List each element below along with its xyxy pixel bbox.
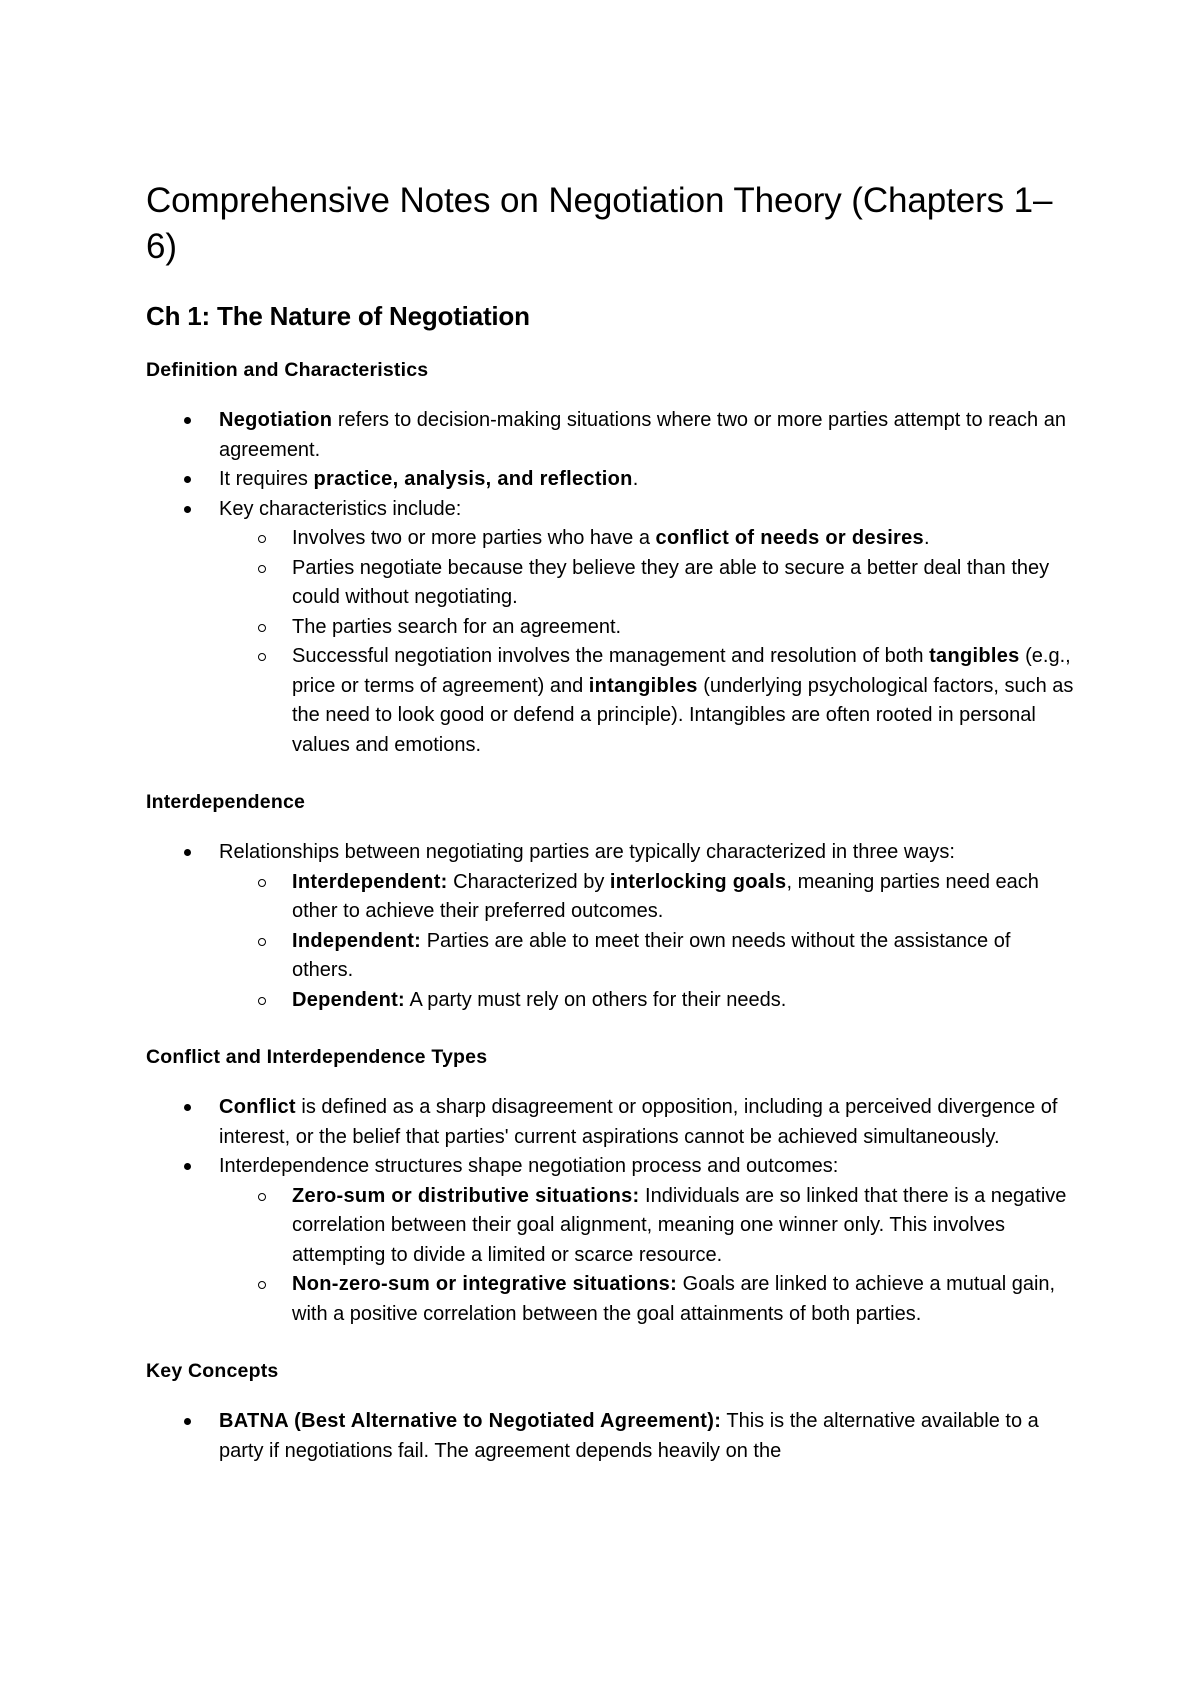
sub-bullet-item: Parties negotiate because they believe they are able to secure a better deal than they could without negotiating. <box>146 554 1076 613</box>
document-content <box>146 178 1076 1496</box>
bold-term: interlocking goals <box>609 870 787 893</box>
bold-term: intangibles <box>588 674 698 697</box>
section-heading: Conflict and Interdependence Types <box>146 1046 488 1068</box>
sub-bullet-list <box>219 1182 1076 1330</box>
sections-container <box>146 358 1076 1466</box>
bold-term: BATNA (Best Alternative to Negotiated Agreement): <box>219 1410 722 1432</box>
sub-bullet-item: Successful negotiation involves the management and resolution of both tangibles (e.g., price or terms of agreement) and intangibles (underlying psychological factors, such as the need to look good or defend a principle). Intangibles are often rooted in personal values and emotions. <box>146 642 1076 760</box>
bullet-list <box>146 1407 1076 1466</box>
bold-term: Zero-sum or distributive situations: <box>292 1184 640 1207</box>
sub-bullet-item: Involves two or more parties who have a conflict of needs or desires. <box>146 524 1076 554</box>
bold-term: Negotiation <box>219 409 333 431</box>
bold-term: Interdependent: <box>292 870 448 893</box>
section-heading: Definition and Characteristics <box>146 359 429 381</box>
section-heading: Key Concepts <box>146 1360 279 1382</box>
bold-term: conflict of needs or desires <box>655 527 924 549</box>
sub-bullet-item: Zero-sum or distributive situations: Individuals are so linked that there is a negative correlation between their goal alignment, meaning one winner only. This involves attempting to divide a limited or scarce resource. <box>146 1182 1076 1271</box>
bold-term: practice, analysis, and reflection <box>313 468 633 490</box>
bold-term: Dependent: <box>292 988 405 1011</box>
bullet-item: Interdependence structures shape negotiation process and outcomes: Zero-sum or distributive situations: Individuals are so linked that there is a negative correlation between their goal alignment, meaning one winner only. This involves attempting to divide a limited or scarce resource. Non-zero-sum or integrative situations: Goals are linked to achieve a mutual gain, with a positive correlation between the goal attainments of both parties. <box>146 1152 1076 1329</box>
bold-term: Independent: <box>292 929 422 952</box>
document-title: Comprehensive Notes on Negotiation Theory (Chapters 1–6) <box>146 181 1053 266</box>
bullet-item: Conflict is defined as a sharp disagreement or opposition, including a perceived divergence of interest, or the belief that parties' current aspirations cannot be achieved simultaneously. <box>146 1093 1076 1152</box>
bullet-item: BATNA (Best Alternative to Negotiated Agreement): This is the alternative available to a party if negotiations fail. The agreement depends heavily on the <box>146 1407 1076 1466</box>
bullet-item: Key characteristics include: Involves two or more parties who have a conflict of needs or desires. Parties negotiate because they believe they are able to secure a better deal than they could without negotiating. The parties search for an agreement. Successful negotiation involves the management and resolution of both tangibles (e.g., price or terms of agreement) and intangibles (underlying psychological factors, such as the need to look good or defend a principle). Intangibles are often rooted in personal values and emotions. <box>146 495 1076 761</box>
section-heading: Interdependence <box>146 791 306 813</box>
sub-bullet-list <box>219 524 1076 760</box>
sub-bullet-item: The parties search for an agreement. <box>146 613 1076 643</box>
bullet-item: Negotiation refers to decision-making situations where two or more parties attempt to reach an agreement. <box>146 406 1076 465</box>
sub-bullet-item: Dependent: A party must rely on others for their needs. <box>146 986 1076 1016</box>
bullet-item: It requires practice, analysis, and reflection. <box>146 465 1076 495</box>
sub-bullet-item: Non-zero-sum or integrative situations: Goals are linked to achieve a mutual gain, with a positive correlation between the goal attainments of both parties. <box>146 1270 1076 1329</box>
bullet-item: Relationships between negotiating parties are typically characterized in three ways: Interdependent: Characterized by interlocking goals, meaning parties need each other to achieve their preferred outcomes. Independent: Parties are able to meet their own needs without the assistance of others. Dependent: A party must rely on others for their needs. <box>146 838 1076 1015</box>
bullet-list <box>146 838 1076 1015</box>
sub-bullet-list <box>219 868 1076 1016</box>
bullet-list <box>146 1093 1076 1329</box>
bold-term: Conflict <box>219 1096 296 1118</box>
sub-bullet-item: Independent: Parties are able to meet their own needs without the assistance of others. <box>146 927 1076 986</box>
bullet-list <box>146 406 1076 760</box>
bold-term: tangibles <box>929 645 1020 667</box>
bold-term: Non-zero-sum or integrative situations: <box>292 1273 678 1295</box>
sub-bullet-item: Interdependent: Characterized by interlocking goals, meaning parties need each other to achieve their preferred outcomes. <box>146 868 1076 927</box>
chapter-heading: Ch 1: The Nature of Negotiation <box>146 301 530 331</box>
